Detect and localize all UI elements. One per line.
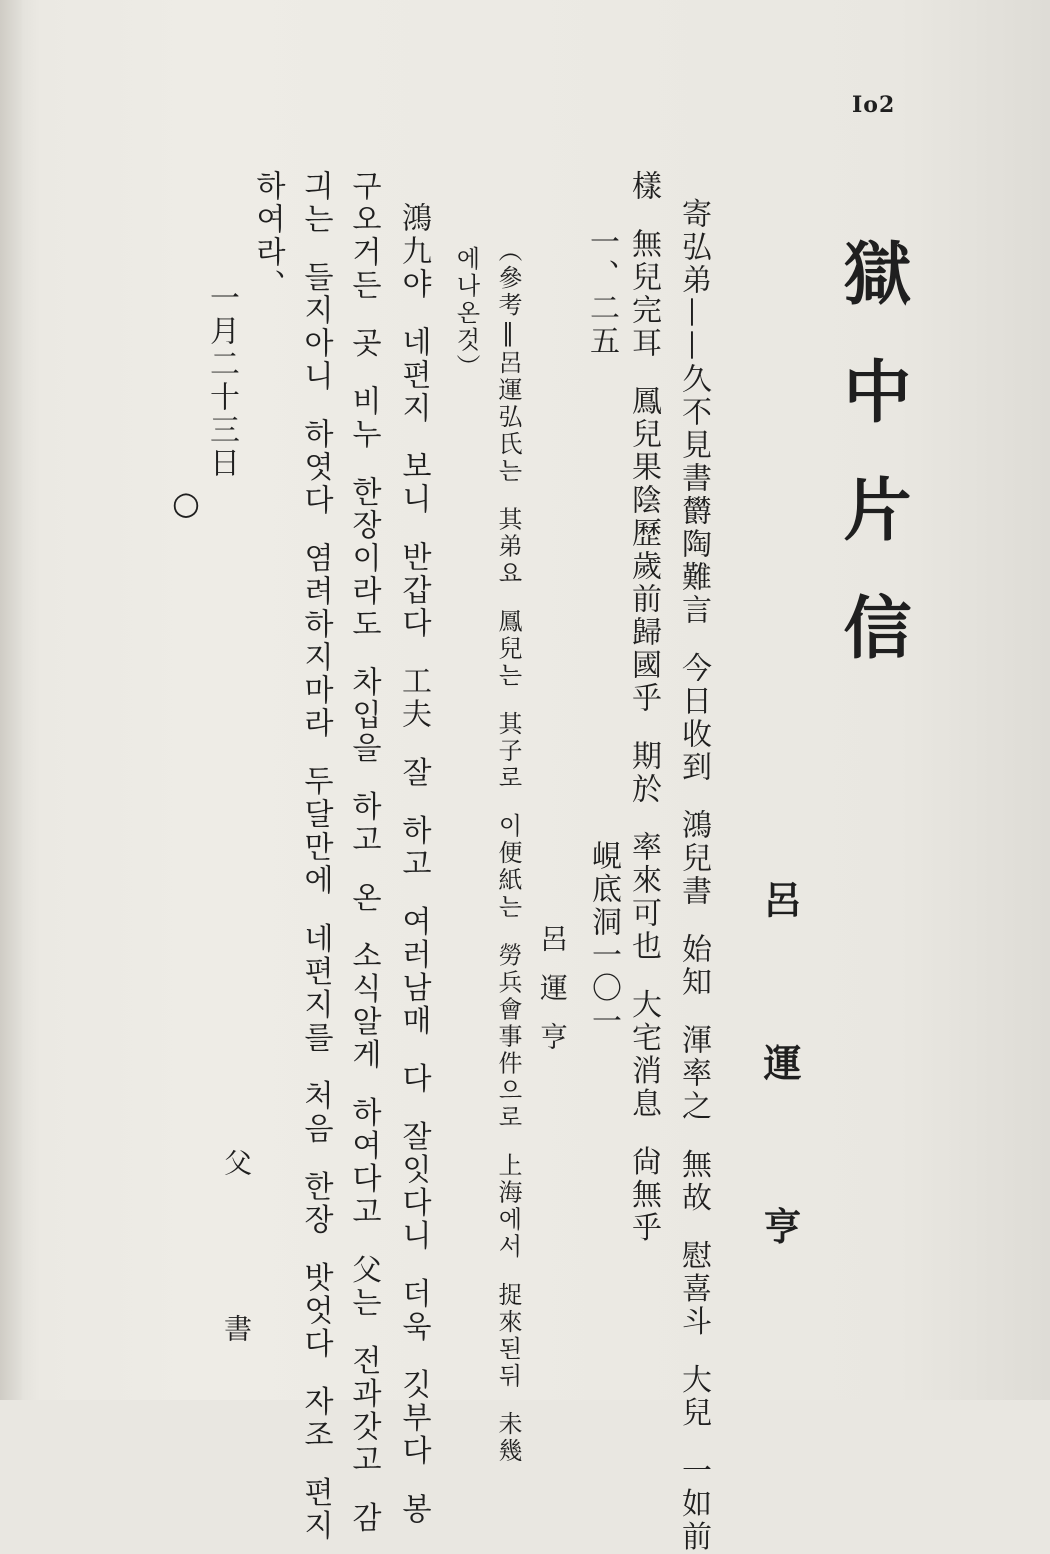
letter2-signature: 父 書 (220, 1148, 253, 1382)
letter1-line2: 樣 無兒完耳 鳳兒果陰歷歲前歸國乎 期於 率來可也 大宅消息 尙無乎 (626, 170, 661, 1245)
reference-line2: 에나온것） (452, 246, 480, 381)
book-spine (0, 0, 22, 1400)
letter2-line2: 구오거든 곳 비누 한장이라도 차입을 하고 온 소식알게 하여다고 父는 전과갓고 감 (346, 170, 381, 1535)
author-name: 呂 運 亨 (757, 880, 802, 1301)
letter1-date: 一、二五 (584, 226, 619, 358)
letter1-signature: 呂 運 亨 (536, 924, 569, 1056)
letter1-line1: 寄弘弟——久不見書欝陶難言 今日收到 鴻兒書 始知 渾率之 無故 慰喜斗 大兒 一如前 (676, 198, 711, 1554)
letter2-line1: 鴻九야 네편지 보니 반갑다 工夫 잘 하고 여러남매 다 잘잇다니 더욱 깃부다 봉 (396, 202, 431, 1526)
letter2-circle-mark: ○ (167, 484, 205, 525)
reference-line1: （參考‖呂運弘氏는 其弟요 鳳兒는 其子로 이便紙는 勞兵會事件으로 上海에서 捉來된뒤 未幾 (494, 238, 522, 1466)
letter2-date: 一月二十三日 (204, 282, 239, 480)
page-number: Io2 (852, 92, 896, 118)
letter2-line4: 하여라、 (250, 170, 285, 302)
letter1-address: 峴底洞一〇一 (586, 840, 621, 1038)
letter2-line3: 긔는 들지아니 하엿다 염려하지마라 두달만에 네편지를 처음 한장 밧엇다 자조 편지 (298, 170, 333, 1543)
page-title: 獄中片信 (832, 238, 912, 710)
